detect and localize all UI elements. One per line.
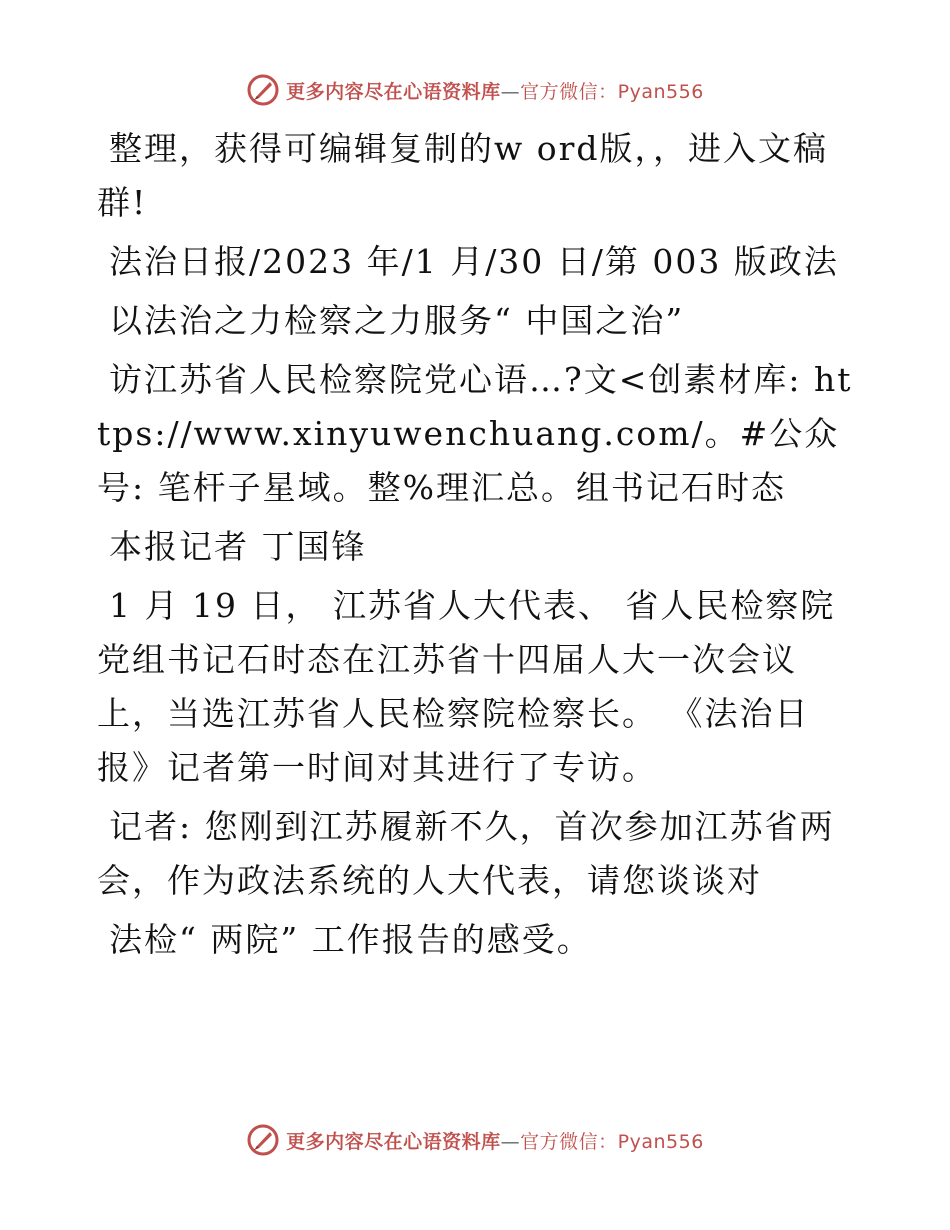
paragraph-source: 法治日报/2023 年/1 月/30 日/第 003 版政法	[109, 242, 839, 281]
watermark-text	[286, 77, 704, 104]
watermark-brand: 更多内容尽在心语资料库	[286, 80, 501, 103]
watermark-contact: 官方微信：Pyan556	[520, 80, 704, 103]
footer-watermark	[0, 1122, 950, 1158]
watermark-brand: 更多内容尽在心语资料库	[286, 1130, 501, 1153]
paragraph-lead: 1 月 19 日， 江苏省人大代表、 省人民检察院党组书记石时态在江苏省十四届人大一次会议上，当选江苏省人民检察院检察长。 《法治日报》记者第一时间对其进行了专访。	[97, 586, 836, 787]
paragraph-intro: 整理，获得可编辑复制的w ord版，，进入文稿群!	[97, 129, 829, 222]
watermark-separator: —	[500, 80, 521, 103]
paragraph-question: 记者: 您刚到江苏履新不久，首次参加江苏省两会，作为政法系统的人大代表，请您谈谈对	[97, 807, 835, 900]
quill-logo-icon	[246, 73, 280, 107]
paragraph-subheadline: 访江苏省人民检察院党心语…?文<创素材库: https://www.xinyuwenchuang.com/。#公众号: 笔杆子星域。整%理汇总。组书记石时态	[97, 360, 853, 507]
quill-logo-icon	[246, 1123, 280, 1157]
paragraph-headline: 以法治之力检察之力服务“ 中国之治”	[109, 301, 685, 340]
paragraph-question-cont: 法检“ 两院” 工作报告的感受。	[109, 920, 592, 959]
watermark-contact: 官方微信：Pyan556	[520, 1130, 704, 1153]
watermark-separator: —	[500, 1130, 521, 1153]
paragraph-byline: 本报记者 丁国锋	[109, 527, 367, 566]
watermark-text	[286, 1127, 704, 1154]
document-body	[97, 122, 857, 972]
header-watermark	[0, 72, 950, 108]
